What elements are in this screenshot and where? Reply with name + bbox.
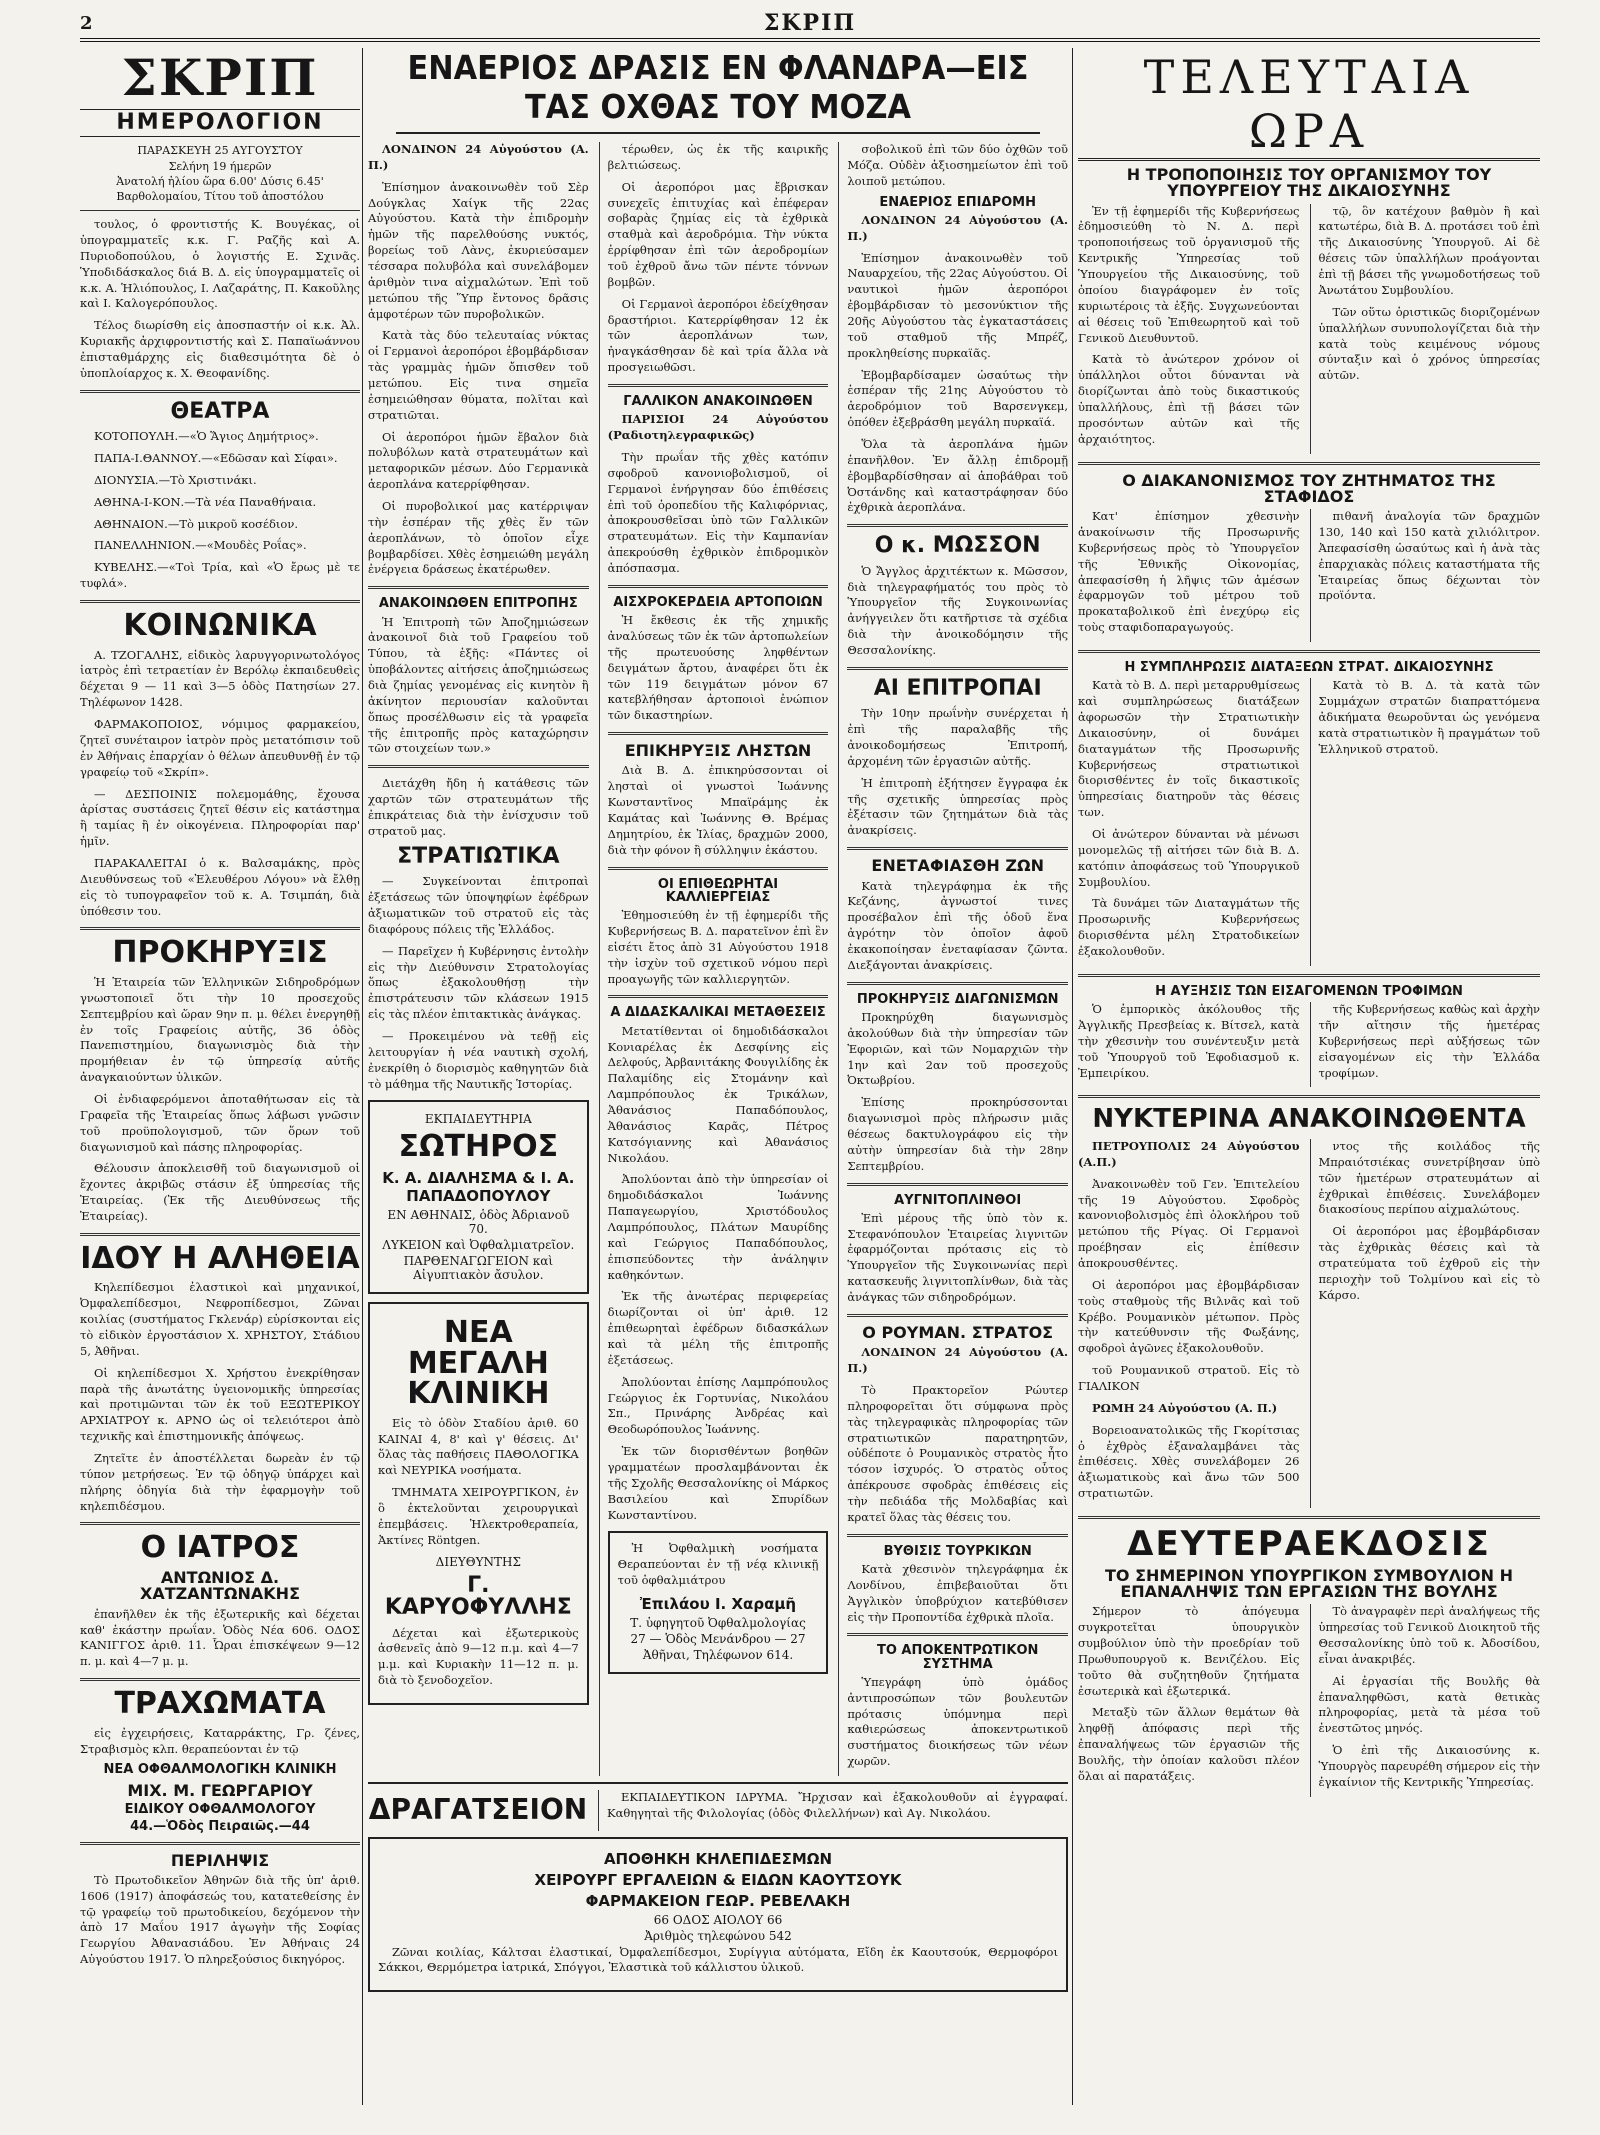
theatre-item: ΠΑΝΕΛΛΗΝΙΟΝ.—«Μουδὲς Ροΐας». [94,538,307,553]
inspectors-title: ΟΙ ΕΠΙΘΕΩΡΗΤΑΙ ΚΑΛΛΙΕΡΓΕΙΑΣ [657,876,779,905]
school-line: ΕΝ ΑΘΗΝΑΙΣ, ὁδὸς Ἀδριανοῦ 70. [387,1207,570,1236]
social-title: ΚΟΙΝΩΝΙΚΑ [123,608,317,644]
article-text: Οἱ κηλεπίδεσμοι Χ. Χρήστου ἐνεκρίθησαν παρὰ τῆς ἀνωτάτης ὑγειονομικῆς ὑπηρεσίας καὶ προτιμῶνται τῶν ἐκ τοῦ ΕΞΩΤΕΡΙΚΟΥ ΑΡΧΙΑΤΡΟΥ κ. ΑΡΝΟ ὡς οἱ τελειότεροι ἀπὸ τεχνικῆς καὶ ἐπιστημονικῆς ἀπόψεως. [80,1365,360,1444]
announcement-title: ΠΡΟΚΗΡΥΞΙΣ [112,935,328,971]
ophthalmic-line: 27 — Ὁδὸς Μενάνδρου — 27 [630,1632,806,1647]
food-imports-title: Η ΑΥΞΗΣΙΣ ΤΩΝ ΕΙΣΑΓΟΜΕΝΩΝ ΤΡΟΦΙΜΩΝ [1155,983,1463,999]
dateline: ΠΑΡΙΣΙΟΙ 24 Αὐγούστου (Ραδιοτηλεγραφικῶς) [607,412,829,443]
article-text: Ἐπίσης προκηρύσσονται διαγωνισμοὶ πρὸς πλήρωσιν μιᾶς θέσεως δακτυλογράφου εἰς τὴν αὐτὴν ὑπηρεσίαν διὰ τὴν 28ην Σεπτεμβρίου. [847,1095,1068,1173]
clinic-title: ΝΕΑ ΜΕΓΑΛΗ ΚΛΙΝΙΚΗ [407,1314,550,1412]
clinic-text: ΤΜΗΜΑΤΑ ΧΕΙΡΟΥΡΓΙΚΟΝ, ἐν ὃ ἐκτελοῦνται χειρουργικαὶ ἐπεμβάσεις. Ἠλεκτροθεραπεία, Ἀκτίνες Röntgen. [378,1485,579,1547]
article-text: Οἱ πυροβολικοί μας κατέρριψαν τὴν ἑσπέραν τῆς χθὲς ἕν τῶν ἀεροπλάνων, τὸ ὁποῖον εἶχε βομβαρδίσει. Χθὲς ἐσημειώθη μεγάλη ἐνέργεια δράσεως ἐκατέρωθεν. [368,499,589,577]
lignite-title: ΑΥΓΝΙΤΟΠΛΙΝΘΟΙ [894,1192,1022,1208]
article-text: Κατὰ τὸ Β. Δ. περὶ μεταρρυθμίσεως καὶ συμπληρώσεως διατάξεων ἀφορωσῶν τὴν Στρατιωτικὴν Δικαιοσύνην, οἱ δυνάμει διαταγμάτων τῆς Προσωρινῆς Κυβερνήσεως στρατιωτικοὶ διορισθέντες ἐν τοῖς δικαστικοῖς ὑπηρεσίαις διατηροῦν τὰς θέσεις των. [1078,678,1300,820]
air-raid-title: ΕΝΑΕΡΙΟΣ ΕΠΙΔΡΟΜΗ [879,194,1036,210]
article-text: Σήμερον τὸ ἀπόγευμα συγκροτεῖται ὑπουργικὸν συμβούλιον ὑπὸ τὴν προεδρίαν τοῦ Πρωθυπουργοῦ κ. Βενιζέλου. Εἰς τοῦτο θὰ συζητηθοῦν ζητήματα ἐσωτερικὰ καὶ ἐξωτερικά. [1078,1604,1300,1698]
article-text: τῆς Κυβερνήσεως καθὼς καὶ ἀρχὴν τῆν αἴτησιν τῆς ἡμετέρας Κυβερνήσεως περὶ αὐξήσεως τῶν εἰσαγομένων εἰς τὴν Ἑλλάδα τροφίμων. [1318,1002,1540,1080]
left-column [80,48,360,2105]
sinking-title: ΒΥΘΙΣΙΣ ΤΟΥΡΚΙΚΩΝ [883,1543,1032,1559]
decentral-title: ΤΟ ΑΠΟΚΕΝΤΡΩΤΙΚΟΝ ΣΥΣΤΗΜΑ [876,1643,1039,1672]
middle-subcol-3 [838,142,1068,1776]
article-text: ἐπανῆλθεν ἐκ τῆς ἐξωτερικῆς καὶ δέχεται καθ' ἑκάστην πρωΐαν. Ὁδὸς Νέα 606. ΟΔΟΣ ΚΑΝΙΓΓΟΣ ἀριθ. 11. Ὧραι ἐπισκέψεων 9—12 π. μ. καὶ 4—7 μ. μ. [80,1606,360,1669]
truth-title: ΙΔΟΥ Η ΑΛΗΘΕΙΑ [80,1240,360,1276]
article-text: Οἱ ἀνώτερον δύνανται νὰ μένωσι μονομελῶς τῇ αἰτήσει τῶν διὰ Β. Δ. κατόπιν ἀποφάσεως τοῦ Ὑπουργικοῦ Συμβουλίου. [1078,827,1300,889]
article-text: Ἐκ τῆς ἀνωτέρας περιφερείας διωρίζονται οἱ ὑπ' ἀριθ. 12 ἐπιθεωρηταὶ ἐφέδρων διδασκάλων καὶ τὰ μέλη τῆς ἐπιτροπῆς ἐξετάσεως. [607,1289,829,1367]
article-text: Ἐπὶ μέρους τῆς ὑπὸ τὸν κ. Στεφανόπουλον Ἑταιρείας λιγνιτῶν ἐφαρμόζονται πρότασις εἰς τὸ Ὑπουργεῖον τῆς Συγκοινωνίας περὶ κατασκευῆς λιγνιτοπλίνθων, διὰ τὰς ἀνάγκας τῶν σιδηροδρόμων. [847,1210,1068,1305]
article-text: σοβολικοῦ ἐπὶ τῶν δύο ὀχθῶν τοῦ Μόζα. Οὐδὲν ἀξιοσημείωτον ἐπὶ τοῦ λοιποῦ μετώπου. [847,142,1068,188]
dateline: ΡΩΜΗ 24 Αὐγούστου (Α. Π.) [1092,1400,1278,1415]
article-text: Ἀπολύονται ἐπίσης Λαμπρόπουλος Γεώργιος ἐκ Γορτυνίας, Νικολάου Σπ., Πρινάρης Ἀνδρέας καὶ Θεοδωρόπουλος Ἰωάννης. [607,1374,829,1437]
theatre-item: ΚΟΤΟΠΟΥΛΗ.—«Ὁ Ἅγιος Δημήτριος». [94,429,319,444]
article-text: Οἱ Γερμανοὶ ἀεροπόροι ἐδείχθησαν δραστήριοι. Κατερρίφθησαν 12 ἐκ τῶν ἀεροπλάνων των, ἠναγκάσθησαν δὲ καὶ τρία ἄλλα νὰ προσγειωθῶσι. [607,296,829,375]
article-text: Κατὰ τὸ ἀνώτερον χρόνον οἱ ὑπάλληλοι οὗτοι δύνανται νὰ διορίζωνται ἀπὸ τοὺς δικαστικούς ὑπαλλήλους, ἐπὶ τῇ βάσει τῶν προσόντων αὐτῶν καὶ τῆς ἀρχαιότητος. [1078,352,1300,446]
military-justice-title: Η ΣΥΜΠΛΗΡΩΣΙΣ ΔΙΑΤΑΞΕΩΝ ΣΤΡΑΤ. ΔΙΚΑΙΟΣΥΝΗΣ [1124,660,1494,676]
article-text: Ζητεῖτε ἐν ἀποστέλλεται δωρεὰν ἐν τῷ τύπον μετρήσεως. Ἐν τῷ ὁδηγῷ ὑπάρχει καὶ πλήρης ὁδηγία διὰ τὴν ἐφαρμογὴν τοῦ κηλεπιδέσμου. [80,1451,360,1513]
article-text: Α. ΤΖΟΓΑΛΗΣ, εἰδικὸς λαρυγγορινωτολόγος ἰατρὸς ἐπὶ τετραετίαν ἐν Βερόλῳ ἐκπαιδευθεὶς δέχεται 9 — 11 καὶ 3—5 ὁδὸς Πατησίων 27. Τηλέφωνον 1428. [80,647,360,710]
article-text: Ὁ Ἄγγλος ἀρχιτέκτων κ. Μῶσσον, διὰ τηλεγραφήματός του πρὸς τὸ Ὑπουργεῖον τῆς Συγκοινωνίας ἀνήγγειλεν ὅτι κατῆρτισε τὰ σχέδια διὰ τὴν ἀνοικοδόμησιν τῆς Θεσσαλονίκης. [847,563,1068,658]
trachoma-title: ΤΡΑΧΩΜΑΤΑ [114,1686,326,1722]
dateline: ΛΟΝΔΙΝΟΝ 24 Αὐγούστου (Α. Π.) [368,142,589,172]
school-line: ΛΥΚΕΙΟΝ καὶ Ὀφθαλμιατρεῖον. [382,1237,575,1252]
dragatseion-text [598,1790,1068,1831]
article-text: Ἡ ἔκθεσις ἐκ τῆς χημικῆς ἀναλύσεως τῶν ἐκ τῶν ἀρτοπωλείων τῆς πρωτευούσης ληφθέντων δειγμάτων ἄρτου, ἀναφέρει ὅτι ἐκ τῶν 119 δειγμάτων μόνον 67 κατεβλήθησαν ἀρτοποιοὶ ἐνώπιον τῶν δικαστηρίων. [607,613,829,723]
article-text: Τὴν πρωΐαν τῆς χθὲς κατόπιν σφοδροῦ κανονιοβολισμοῦ, οἱ Γερμανοὶ ἐνήργησαν δύο ἐπιθέσεις ἐπὶ τοῦ ὀροπεδίου τῆς Καλιφόρνιας, ἀποκρουσθεῖσαι ὑπὸ τῶν Γαλλικῶν στρατευμάτων. Εἰς τὴν Καμπανίαν ἀπεκρούσθη ἐχθρικὸν ἐπιδρομικὸν ἀπόσπασμα. [607,450,829,576]
theatre-item: ΑΘΗΝΑΙΟΝ.—Τὸ μικροῦ κοσέδιον. [94,516,298,531]
article-text: Θέλουσιν ἀποκλεισθῆ τοῦ διαγωνισμοῦ οἱ ἔχοντες ἀκριβῶς στάσιν ἐξ ὑπηρεσίας τῆς Ἑταιρείας. (Ἐκ τῆς Διευθύνσεως τῆς Ἑταιρείας). [80,1161,360,1223]
article-text: Ἐν τῇ ἐφημερίδι τῆς Κυβερνήσεως ἐδημοσιεύθη τὸ Ν. Δ. περὶ τροποποιήσεως τοῦ ὀργανισμοῦ τῆς Κεντρικῆς Ὑπηρεσίας τοῦ Ὑπουργείου τῆς Δικαιοσύνης, τοῦ ὁποίου διαγράφομεν ἐν τοῖς κυριωτέροις τὰ ἑξῆς. Συγχωνεύονται αἱ θέσεις τοῦ Ἐπιθεωρητοῦ καὶ τοῦ Γενικοῦ Διευθυντοῦ. [1078,203,1300,345]
article-text: Τὸ ἀναγραφὲν περὶ ἀναλήψεως τῆς ὑπηρεσίας τοῦ Γενικοῦ Διοικητοῦ τῆς Θεσσαλονίκης ὑπὸ τοῦ κ. Ἀδοσίδου, εἶναι ἀνακριβές. [1318,1604,1540,1666]
justice-title: Η ΤΡΟΠΟΠΟΙΗΣΙΣ ΤΟΥ ΟΡΓΑΝΙΣΜΟΥ ΤΟΥ ΥΠΟΥΡΓΕΙΟΥ ΤΗΣ ΔΙΚΑΙΟΣΥΝΗΣ [1126,165,1492,201]
article-text: Ὅλα τὰ ἀεροπλάνα ἡμῶν ἐπανῆλθον. Ἐν ἄλλῃ ἐπιδρομῇ ἐβομβαρδίσθησαν αἱ ἀποβάθραι τοῦ Ὀστάνδης καὶ καταστράφησαν δύο ἐχθρικὰ ἀεροπλάνα. [847,437,1068,515]
middle-subcol-2 [599,142,829,1776]
middle-subcol-1 [368,142,589,1776]
calendar-moon: Σελήνη 19 ήμερῶν [168,159,272,173]
article-text: τουλος, ὁ φροντιστής Κ. Βουγέκας, οἱ ὑπογραμματεῖς κ.κ. Γ. Ραζῆς καὶ Α. Πυριοδοπούλου, ὁ λογιστής Ε. Σχινᾶς. Ὑποδιδάσκαλος διά Β. Δ. εἰς ὑπογραμματεῖς οἱ κ.κ. Α. Ἡλιόπουλος, Ι. Λαζαράτης, Π. Κακοῦλης καὶ Ι. Καλογερόπουλος. [80,217,360,311]
theatre-item: ΠΑΠΑ-Ι.ΘΑΝΝΟΥ.—«Εδῶσαν καὶ Σίφαι». [94,451,338,466]
clinic-director-label: ΔΙΕΥΘΥΝΤΗΣ [435,1554,521,1569]
main-headline: ΕΝΑΕΡΙΟΣ ΔΡΑΣΙΣ ΕΝ ΦΛΑΝΔΡΑ—ΕΙΣ ΤΑΣ ΟΧΘΑΣ ΤΟΥ ΜΟΖΑ [396,48,1040,134]
article-text: Ἐκ τῶν διορισθέντων βοηθῶν γραμματέων προσλαμβάνονται ἐκ τῆς Σχολῆς Θεσσαλονίκης οἱ Μάρκος Βασιλείου καὶ Σπυρίδων Κωνσταντίνου. [607,1444,829,1522]
article-text: Προκηρύχθη διαγωνισμὸς ἀκολούθων διὰ τὴν ὑπηρεσίαν τῶν Ἐφοριῶν, καὶ τῶν Νομαρχιῶν τὴν 1ην καὶ 2αν τοῦ προσεχοῦς Ὀκτωβρίου. [847,1009,1068,1088]
teachers-title: Α ΔΙΔΑΣΚΑΛΙΚΑΙ ΜΕΤΑΘΕΣΕΙΣ [610,1005,826,1021]
school-name: ΣΩΤΗΡΟΣ [398,1129,559,1165]
warehouse-title: ΑΠΟΘΗΚΗ ΚΗΛΕΠΙΔΕΣΜΩΝ [603,1849,833,1868]
clinic-text: Εἰς τὸ ὁδὸν Σταδίου ἀριθ. 60 ΚΑΙΝΑΙ 4, 8' καὶ γ' θέσεις. Δι' ὅλας τὰς παθήσεις ΠΑΘΟΛΟΓΙΚΑ καὶ ΝΕΥΡΙΚΑ νοσήματα. [378,1415,579,1478]
article-text: Κατὰ χθεσινὸν τηλεγράφημα ἐκ Λονδίνου, ἐπιβεβαιοῦται ὅτι Ἀγγλικὸν ὑποβρύχιον κατεβύθισεν εἰς τὴν Προποντίδα ἐχθρικὰ πλοῖα. [847,1561,1068,1624]
summary-title: ΠΕΡΙΛΗΨΙΣ [170,1850,270,1870]
cabinet-title: ΤΟ ΣΗΜΕΡΙΝΟΝ ΥΠΟΥΡΓΙΚΟΝ ΣΥΜΒΟΥΛΙΟΝ Η ΕΠΑΝΑΛΗΨΙΣ ΤΩΝ ΕΡΓΑΣΙΩΝ ΤΗΣ ΒΟΥΛΗΣ [1105,1565,1513,1601]
clinic-doctor: ΜΙΧ. Μ. ΓΕΩΡΓΑΡΙΟΥ [127,1780,313,1800]
article-text: — Συγκείνονται ἐπιτροπαὶ ἐξετάσεως τῶν ὑποψηφίων ἐφέδρων ἀξιωματικῶν τοῦ στρατοῦ εἰς τὰς διαφόρους πόλεις τῆς Ἑλλάδος. [368,874,589,936]
article-text: Οἱ ἀεροπόροι ἡμῶν ἔβαλον διὰ πολυβόλων κατὰ στρατευμάτων καὶ μεταφορικῶν μέσων. Δύο Γερμανικὰ ἀεροπλάνα κατερρίφθησαν. [368,429,589,492]
committee-title: ΑΝΑΚΟΙΝΩΘΕΝ ΕΠΙΤΡΟΠΗΣ [378,596,578,612]
article-text: Τῶν οὕτω ὁριστικῶς διοριζομένων ὑπαλλήλων συνυπολογίζεται διὰ τὴν κατὰ τοὺς κειμένους νόμους σύνταξιν καὶ ὁ χρόνος ὑπηρεσίας αὐτῶν. [1318,304,1540,383]
military-title: ΣΤΡΑΤΙΩΤΙΚΑ [397,843,560,869]
calendar-date: ΠΑΡΑΣΚΕΥΗ 25 ΑΥΓΟΥΣΤΟΥ [137,144,303,158]
article-text: Οἱ ἐνδιαφερόμενοι ἀποταθήτωσαν εἰς τὰ Γραφεῖα τῆς Ἑταιρείας ὅπως λάβωσι γνῶσιν τοῦ προϋπολογισμοῦ, τῶν ὅρων τοῦ διαγωνισμοῦ καὶ πάσης πληροφορίας. [80,1091,360,1154]
article-text: ΕΚΠΑΙΔΕΥΤΙΚΟΝ ΙΔΡΥΜΑ. Ἤρχισαν καὶ ἐξακολουθοῦν αἱ ἐγγραφαί. Καθηγηταὶ τῆς Φιλολογίας (ὁδὸς Φιλελλήνων) καὶ Αγ. Νικολάου. [607,1790,1068,1820]
middle-column [368,48,1068,2105]
warehouse-phone: Ἀριθμὸς τηλεφώνου 542 [644,1928,792,1943]
article-text: Ἀπολύονται ἀπὸ τὴν ὑπηρεσίαν οἱ δημοδιδάσκαλοι Ἰωάννης Παπαγεωργίου, Χριστόδουλος Λαμπρόπουλος, Πλάτων Μαυρίδης καὶ Γεώργιος Παπαδόπουλος, ἐπισπεύδοντες τὴν ἀνάληψιν καθηκόντων. [607,1172,829,1282]
article-text: τοῦ Ρουμανικοῦ στρατοῦ. Εἰς τὸ ΓΙΑΛΙΚΟΝ [1078,1363,1300,1393]
article-text: Ἡ Ἐπιτροπὴ τῶν Ἀποζημιώσεων ἀνακοινοῖ διὰ τοῦ Γραφείου τοῦ Τύπου, τὰ ἑξῆς: «Πάντες οἱ ὑποβάλοντες αἰτήσεις ἀποζημιώσεως διὰ ζημίας γενομένας εἰς κινητὸν ἢ ἀκίνητον περιουσίαν καλοῦνται ὅπως προσέλθωσιν εἰς τὰ γραφεῖα τῆς ἐπιτροπῆς πρὸς καταχώρησιν τῶν στοιχείων των.» [368,614,589,756]
article-text: Τὸ Πρωτοδικεῖον Ἀθηνῶν διὰ τῆς ὑπ' ἀριθ. 1606 (1917) ἀποφάσεώς του, κατατεθείσης ἐν τῷ γραφείῳ τοῦ πρωτοδικείου, δεχόμενον τὴν ἀπὸ 17 Μαΐου 1917 ἀγωγὴν τῆς Σοφίας Γεωργίου Ἀθανασιάδου. Ἐν Ἀθήναις 24 Αὐγούστου 1917. Ὁ πληρεξούσιος δικηγόρος. [80,1872,360,1967]
warehouse-owner: ΦΑΡΜΑΚΕΙΟΝ ΓΕΩΡ. ΡΕΒΕΛΑΚΗ [585,1891,851,1910]
article-text: ΠΑΡΑΚΑΛΕΙΤΑΙ ὁ κ. Βαλσαμάκης, πρὸς Διευθύνσεως τοῦ «Ἐλευθέρου Λόγου» νὰ ἔλθῃ εἰς τὸ τυπογραφεῖον τοῦ κ. Α. Τσιμπάη, διὰ ὑπόθεσιν του. [80,855,360,918]
article-text: τῷ, ὃν κατέχουν βαθμὸν ἢ καὶ κατωτέρω, διὰ Β. Δ. προτάσει τοῦ ἐπὶ τῆς Δικαιοσύνης Ὑπουργοῦ. Αἱ δὲ θέσεις τῶν ὑπαλλήλων προάγονται ἐπὶ τῇ βάσει τῆς γνωμοδοτήσεως τοῦ Ἀνωτάτου Συμβουλίου. [1318,203,1540,297]
dragatseion-ad [368,1790,588,1831]
article-text: Ἡ Ἑταιρεία τῶν Ἑλληνικῶν Σιδηροδρόμων γνωστοποιεῖ ὅτι τὴν 10 προσεχοῦς Σεπτεμβρίου καὶ ὥραν 9ην π. μ. θέλει ἐνεργηθῇ ἐν τοῖς Γραφείοις αὐτῆς, 36 ὁδὸς Πανεπιστημίου, διαγωνισμὸς διὰ τὴν προμήθειαν ἐν τῷ ὑπηρεσίᾳ αὐτῆς ἀναγκαιούντων ὑλικῶν. [80,974,360,1085]
article-text: Ὁ ἐπὶ τῆς Δικαιοσύνης κ. Ὑπουργὸς παρευρέθη σήμερον εἰς τὴν ἐγκαίνιον τῆς Κεντρικῆς Ὑπηρεσίας. [1318,1743,1540,1789]
article-text: ντος τῆς κοιλάδος τῆς Μπραιότσιέκας συνετρίβησαν ὑπὸ τῶν ἡμετέρων στρατευμάτων αἱ ἐχθρικαὶ ἐπιθέσεις. Συνελάβομεν διακοσίους περίπου αἰχμαλώτους. [1318,1138,1540,1217]
calendar-sun: Ἀνατολή ἡλίου ὥρα 6.00' Δύσις 6.45' [116,174,324,188]
article-text: Κατὰ τηλεγράφημα ἐκ τῆς Κεζάνης, ἀγνωστοί τινες προσέβαλον ἐπὶ τῆς ὁδοῦ ἕνα ἀγρότην τὸν ὁποῖον ἀφοῦ ἐκακοποίησαν ἐνεταφίασαν ζῶντα. Διεξάγονται ἀνακρίσεις. [847,878,1068,972]
school-label: ΕΚΠΑΙΔΕΥΤΗΡΙΑ [424,1112,532,1127]
article-text: Οἱ ἀεροπόροι μας ἐβομβάρδισαν τὰς ἐχθρικὰς θέσεις καὶ τὰ στρατεύματα τοῦ ἐχθροῦ εἰς τὴν περιοχὴν τοῦ Τολμίνου καὶ εἰς τὸ Κάρσο. [1318,1224,1540,1302]
calendar-title: ΗΜΕΡΟΛΟΓΙΟΝ [80,109,360,137]
bakers-title: ΑΙΣΧΡΟΚΕΡΔΕΙΑ ΑΡΤΟΠΟΙΩΝ [613,594,823,610]
article-text: Διετάχθη ἤδη ἡ κατάθεσις τῶν χαρτῶν τῶν στρατευμάτων τῆς ἐπικράτειας διὰ τὴν ἐνίσχυσιν τοῦ στρατοῦ μας. [368,776,589,838]
theatre-item: ΚΥΒΕΛΗΣ.—«Τοὶ Τρία, καὶ «Ὁ ἔρως μὲ τε τυφλά». [80,560,360,591]
article-text: Τὰ δυνάμει τῶν Διαταγμάτων τῆς Προσωρινῆς Κυβερνήσεως διορισθέντα μέλη Στρατοδικείων ἐξακολουθοῦν. [1078,896,1300,959]
article-text: Ὑπεγράφη ὑπὸ ὁμάδος ἀντιπροσώπων τῶν βουλευτῶν πρότασις ὑπόμνημα περὶ καθιερώσεως ἀποκεντρωτικοῦ συστήματος διοικήσεως τῶν νέων χωρῶν. [847,1674,1068,1769]
logo: ΣΚΡΙΠ [121,48,319,107]
clinic-ad [368,1302,589,1705]
article-text: Ἀνακοινωθὲν τοῦ Γεν. Ἐπιτελείου τῆς 19 Αὐγούστου. Σφοδρὸς κανονιοβολισμὸς ἐπὶ ὁλοκλήρου τοῦ μετώπου τῆς Ρίγας. Οἱ Γερμανοὶ προέβησαν εἰς ἐπίθεσιν ἀποκρουσθέντες. [1078,1176,1300,1270]
warehouse-subtitle: ΧΕΙΡΟΥΡΓ ΕΡΓΑΛΕΙΩΝ & ΕΙΔΩΝ ΚΑΟΥΤΣΟΥΚ [534,1870,902,1889]
article-text: Τὴν 10ην πρωΐνὴν συνέρχεται ἡ ἐπὶ τῆς παραλαβῆς τῆς ἀνοικοδομήσεως Ἐπιτροπή, ἀρχομένη τῶν ἐργασιῶν αὐτῆς. [847,706,1068,768]
article-text: Οἱ ἀεροπόροι μας ἔβρισκαν συνεχεῖς ἐπιτυχίας καὶ ἐπέφεραν σοβαρὰς ζημίας εἰς τὰ ἐχθρικὰ σταθμὰ καὶ ἀεροδρόμια. Τὴν νύκτα ἐρρίφθησαν ἐπὶ τῶν ἀεροδρομίων τοῦ ἐχθροῦ ἄνω τῶν πέντε τόννων βομβῶν. [607,179,829,289]
article-text: Βορειοανατολικῶς τῆς Γκορίτσιας ὁ ἐχθρὸς ἐξαναλαμβάνει τὰς ἐπιθέσεις. Χθὲς συνελάβομεν 26 ἀξιωματικοὺς καὶ ἄνω τῶν 500 στρατιωτῶν. [1078,1422,1300,1501]
article-text: — Προκειμένου νὰ τεθῇ εἰς λειτουργίαν ἡ νέα ναυτικὴ σχολή, ἐνεκρίθη ὁ διορισμὸς καθηγητῶν διὰ τὸ μάθημα τῆς Ναυτικῆς Ἱστορίας. [368,1028,589,1091]
theatre-item: ΔΙΟΝΥΣΙΑ.—Τὸ Χριστινάκι. [94,472,257,487]
school-line: ΠΑΡΘΕΝΑΓΩΓΕΙΟΝ καὶ Αἰγυπτιακὸν ἄσυλον. [403,1253,554,1282]
article-text: τέρωθεν, ὡς ἐκ τῆς καιρικῆς βελτιώσεως. [607,142,829,172]
theatre-list [80,429,360,592]
clinic-director: Γ. ΚΑΡΥΟΦΥΛΛΗΣ [384,1572,572,1621]
article-text: Μετατίθενται οἱ δημοδιδάσκαλοι Κονιαρέλας ἐκ Δεσφίνης εἰς Δελφούς, Ἀρβανιτάκης Φουγιλίδης ἐκ Παλαμίδης εἰς Στομάνην καὶ Λαμπρόπουλος ἐκ Τρικάλων, Ἀθανάσιος Παπαδόπουλος, Ἀθανάσιος Καρᾶς, Πέτρος Κατσόγιαννης καὶ Ἀθανάσιος Νικολάου. [607,1023,829,1165]
last-hour-banner: ΤΕΛΕΥΤΑΙΑ ΩΡΑ [1078,50,1540,161]
clinic-address: 44.—Ὁδὸς Πειραιῶς.—44 [130,1819,310,1835]
article-text: — Παρεῖχεν ἡ Κυβέρνησις ἐντολὴν εἰς τὴν Διεύθυνσιν Στρατολογίας ὅπως ἐξακολουθήσῃ τὴν ἐπιστράτευσιν τῶν κλάσεων 1915 εἰς τὰς πλέον ἐπιτακτικὰς ἀνάγκας. [368,943,589,1022]
dateline: ΛΟΝΔΙΝΟΝ 24 Αὐγούστου (Α. Π.) [847,1345,1068,1376]
article-text: Ὁ ἐμπορικὸς ἀκόλουθος τῆς Ἀγγλικῆς Πρεσβείας κ. Βίτσελ, κατὰ τὴν χθεσινὴν του συνέντευξιν μετὰ τοῦ Ὑπουργοῦ τοῦ Ἐφοδιασμοῦ κ. Ἐμπειρίκου. [1078,1002,1300,1080]
article-text: Τέλος διωρίσθη εἰς ἀποσπαστήν οἱ κ.κ. Ἀλ. Κυριακῆς ἀρχιφροντιστής καὶ Σ. Παπαϊωάννου ἐπισταθμάρχης εἰς διαθεσιμότητα δὲ ὁ ὑποπλοίαρχος κ. Χ. Θεοφανίδης. [80,318,360,380]
article-text: Ἐπίσημον ἀνακοινωθὲν τοῦ Ναυαρχείου, τῆς 22ας Αὐγούστου. Οἱ ναυτικοὶ ἡμῶν ἀεροπόροι ἐβομβάρδισαν τὸ μεσονύκτιον τῆς 20ῆς Αὐγούστου τὰς ἐγκαταστάσεις τοῦ σταθμοῦ τῆς Μπρέζ, προκληθείσης πυρκαϊᾶς. [847,250,1068,360]
theatre-item: ΑΘΗΝΑ-Ι-ΚΟΝ.—Τὰ νέα Παναθήναια. [94,494,317,509]
clinic-specialty: ΕΙΔΙΚΟΥ ΟΦΘΑΛΜΟΛΟΓΟΥ [124,1802,316,1818]
right-column [1078,48,1540,2105]
article-text: — ΔΕΣΠΟΙΝΙΣ πολεμομάθης, ἔχουσα ἀρίστας συστάσεις ζητεῖ θέσιν εἰς κατάστημα ἢ ταμίας ἢ ἐν οἰκογένεια. Πληροφορίαι παρ' ἡμῖν. [80,786,360,849]
mawson-title: Ο κ. ΜΩΣΣΟΝ [874,533,1041,559]
currant-title: Ο ΔΙΑΚΑΝΟΝΙΣΜΟΣ ΤΟΥ ΖΗΤΗΜΑΤΟΣ ΤΗΣ ΣΤΑΦΙΔΟΣ [1122,470,1496,506]
romanian-army-title: Ο ΡΟΥΜΑΝ. ΣΤΡΑΤΟΣ [862,1322,1054,1342]
article-text: ΦΑΡΜΑΚΟΠΟΙΟΣ, νόμιμος φαρμακείου, ζητεῖ συνέταιρον ἰατρὸν πρὸς μετατόπισιν τοῦ ἐν Ἀθήναις ἐπαρχίαν ὁ θέλων ἀπευθυνθῇ ἐν τῷ γραφείῳ τοῦ «Σκρίπ». [80,717,360,779]
doctor-title: Ο ΙΑΤΡΟΣ [140,1530,300,1566]
ophthalmic-text: Ἡ Ὀφθαλμικὴ νοσήματα Θεραπεύονται ἐν τῇ νέᾳ κλινικῇ τοῦ ὀφθαλμιάτρου [617,1541,819,1588]
calendar-saints: Βαρθολομαίου, Τίτου τοῦ ἀποστόλου [116,189,324,203]
second-edition-banner: ΔΕΥΤΕΡΑΕΚΔΟΣΙΣ [1127,1523,1491,1564]
masthead [80,8,1540,42]
ophthalmic-line: Τ. ὑφηγητοῦ Ὀφθαλμολογίας [630,1616,806,1631]
article-text: πιθανῆ ἀναλογία τῶν δραχμῶν 130, 140 καὶ 150 κατὰ χιλιόλιτρον. Ἀπεφασίσθη ὡσαύτως καὶ ἡ ἀνὰ τὰς ἐπαρχιακὰς πόλεις καταστήματα τῆς Ἐταιρείας ὅπως δέχωνται τὸν προϊόντα. [1318,509,1540,603]
committees-title: ΑΙ ΕΠΙΤΡΟΠΑΙ [873,675,1042,701]
article-text: Οἱ ἀεροπόροι μας ἐβομβάρδισαν τοὺς σταθμοὺς τῆς Βιλνᾶς καὶ τοῦ Κρέβο. Ρουμανικὸν μέτωπον. Πρὸς τὴν κατεύθυνσιν τῆς Φωξάνης, σφοδροὶ ἀγῶνες ἐξακολουθοῦν. [1078,1277,1300,1356]
article-text: εἰς ἐγχειρήσεις, Καταρράκτης, Γρ. ζένες, Στραβισμὸς κλπ. θεραπεύονται ἐν τῷ [80,1725,360,1756]
article-text: Ἐπίσημον ἀνακοινωθὲν τοῦ Σὲρ Δούγκλας Χαίγκ τῆς 22ας Αὐγούστου. Κατὰ τὴν ἐπιδρομὴν ἡμῶν τῆς παρελθούσης νυκτός, βορείως τοῦ Λὰνς, ἐκυριεύσαμεν τέσσαρα πολυβόλα καὶ συνελάβομεν ἀριθμὸν τινα αἰχμαλώτων. Ἐπὶ τοῦ μετώπου τῆς Ὕπρ ἔντονος δρᾶσις ἀμφοτέρων τῶν πυροβολικῶν. [368,179,589,321]
night-reports-title: ΝΥΚΤΕΡΙΝΑ ΑΝΑΚΟΙΝΩΘΕΝΤΑ [1092,1104,1526,1135]
article-text: Τὸ Πρακτορεῖον Ρώυτερ πληροφορεῖται ὅτι σύμφωνα πρὸς τὰς τηλεγραφικὰς πληροφορίας τῶν στρατιωτικῶν παρατηρητῶν, οὐδέποτε ὁ Ρουμανικὸς στρατὸς ἦτο τόσον ἰσχυρός. Ὁ στρατὸς οὗτος ἀπέκρουσε σφοδρὰς ἐπιθέσεις εἰς τὴν πεδιάδα τῆς Μολδαβίας καὶ κρατεῖ ὅλας τὰς θέσεις του. [847,1382,1068,1524]
article-text: Αἱ ἐργασίαι τῆς Βουλῆς θὰ ἐπαναληφθῶσι, κατὰ θετικὰς πληροφορίας, μετὰ τὰ μέσα τοῦ ἐνεστῶτος μηνός. [1318,1673,1540,1736]
article-text: Διὰ Β. Δ. ἐπικηρύσσονται οἱ λησταὶ οἱ γνωστοὶ Ἰωάννης Κωνσταντῖνος Μπαϊράμης ἐκ Καμάτας καὶ Ἰωάννης Θ. Βρέμας Δημητρίου, ἐκ Ἰλίας, δραχμῶν 2000, διὰ τὴν φόνον ἢ σύλληψιν ἑκάστου. [607,763,829,857]
french-report-title: ΓΑΛΛΙΚΟΝ ΑΝΑΚΟΙΝΩΘΕΝ [623,394,813,410]
article-text: Ἐβομβαρδίσαμεν ὡσαύτως τὴν ἑσπέραν τῆς 21ης Αὐγούστου τὸ ἀεροδρόμιον τοῦ Βαρσενγκεμ, ὁπόθεν ἐξεβράσθη μεγάλη πυρκαϊά. [847,367,1068,430]
doctor-name: ΑΝΤΩΝΙΟΣ Δ. ΧΑΤΖΑΝΤΩΝΑΚΗΣ [139,1568,300,1604]
article-text: Μεταξὺ τῶν ἄλλων θεμάτων θὰ ληφθῇ ἀπόφασις περὶ τῆς ἐπαναλήψεως τῶν ἐργασιῶν τῆς Βουλῆς, τὴν ὁποίαν καλοῦσι πλέον ὅλαι αἱ παρατάξεις. [1078,1705,1300,1783]
article-text: Κηλεπίδεσμοι ἐλαστικοὶ καὶ μηχανικοί, Ὀμφαλεπίδεσμοι, Νεφροπίδεσμοι, Ζῶναι κοιλίας (συστήματος Γκλενάρ) εὑρίσκονται εἰς τὸ εἰδικὸν ἐργοστάσιον Χ. ΧΡΗΣΤΟΥ, Στάδιου 5, Ἀθῆναι. [80,1280,360,1358]
dragatseion-title: ΔΡΑΓΑΤΣΕΙΟΝ [368,1793,588,1827]
warehouse-ad [368,1837,1068,1993]
article-text: Κατὰ τὸ Β. Δ. τὰ κατὰ τῶν Συμμάχων στρατῶν διαπραττόμενα ἀδικήματα θεωροῦνται ὡς γενόμενα κατὰ στρατιωτικὸν ἢ πραγμάτων τοῦ Ἑλληνικοῦ στρατοῦ. [1318,678,1540,756]
article-text: Κατ' ἐπίσημον χθεσινὴν ἀνακοίνωσιν τῆς Προσωρινῆς Κυβερνήσεως πρὸς τὸ Ὑπουργεῖον τῆς Ἐθνικῆς Οἰκονομίας, ἀπεφασίσθη ἡ λῆψις τῶν ἀμέσων ἐφαρμογῶν τοῦ μέτρου τοῦ προκαταβολικοῦ ἐπὶ ἐνεχύρῳ εἰς τοὺς σταφιδοπαραγωγούς. [1078,509,1300,635]
competitions-title: ΠΡΟΚΗΡΥΞΙΣ ΔΙΑΓΩΝΙΣΜΩΝ [856,991,1059,1007]
article-text: Ἐθημοσιεύθη ἐν τῇ ἐφημερίδι τῆς Κυβερνήσεως Β. Δ. παρατεῖνον ἐπὶ ἓν εἰσέτι ἔτος ἀπὸ 31 Αὐγούστου 1918 τὴν ἰσχὺν τοῦ σχετικοῦ νόμου περὶ προαγωγῆς τῶν καλλιεργητῶν. [607,908,829,986]
dateline: ΠΕΤΡΟΥΠΟΛΙΣ 24 Αὐγούστου (Α.Π.) [1078,1138,1300,1169]
clinic-name: ΝΕΑ ΟΦΘΑΛΜΟΛΟΓΙΚΗ ΚΛΙΝΙΚΗ [103,1762,337,1778]
school-ad [368,1100,589,1294]
page-number: 2 [80,12,93,34]
school-owners: Κ. Α. ΔΙΑΛΗΣΜΑ & Ι. Α. ΠΑΠΑΔΟΠΟΥΛΟΥ [382,1168,575,1205]
masthead-title: ΣΚΡΙΠ [763,10,857,36]
theatre-title: ΘΕΑΤΡΑ [170,398,270,424]
ophthalmic-line: Ἀθῆναι, Τηλέφωνον 614. [642,1648,794,1663]
dateline: ΛΟΝΔΙΝΟΝ 24 Αὐγούστου (Α. Π.) [847,212,1068,243]
article-text: Κατὰ τὰς δύο τελευταίας νύκτας οἱ Γερμανοὶ ἀεροπόροι ἐβομβάρδισαν τὰς γραμμὰς ἡμῶν ὄπισθεν τοῦ μετώπου. Εἰς τινα σημεῖα ἐσημειώθησαν θύματα, πολῖται καὶ στρατιῶται. [368,328,589,422]
ophthalmic-ad [608,1531,829,1674]
warehouse-address: 66 ΟΔΟΣ ΑΙΟΛΟΥ 66 [653,1912,783,1927]
clinic-text: Δέχεται καὶ ἐξωτερικοὺς ἀσθενεῖς ἀπὸ 9—12 π.μ. καὶ 4—7 μ.μ. καὶ Κυριακὴν 11—12 π. μ. διὰ τὸ ξενοδοχεῖον. [378,1625,579,1688]
buried-alive-title: ΕΝΕΤΑΦΙΑΣΘΗ ΖΩΝ [871,856,1044,876]
bandits-title: ΕΠΙΚΗΡΥΞΙΣ ΛΗΣΤΩΝ [624,741,812,761]
article-text: Ἡ ἐπιτροπὴ ἐξήτησεν ἔγγραφα ἐκ τῆς σχετικῆς ὑπηρεσίας πρὸς ἐξέτασιν τῶν ζητημάτων διὰ τὰς ἀνακρίσεις. [847,775,1068,838]
ophthalmic-doctor: Ἐπιλάου Ι. Χαραμῆ [639,1595,797,1614]
warehouse-text: Ζῶναι κοιλίας, Κάλτσαι ἐλαστικαί, Ὀμφαλεπίδεσμοι, Συρίγγια αὐτόματα, Εἴδη ἐκ Καουτσούκ, Θερμοφόροι Σάκκοι, Θερμόμετρα ἰατρικά, Σπόγγοι, Ἐλαστικὰ τοῦ κάλλιστου ὑλικοῦ. [378,1944,1058,1975]
